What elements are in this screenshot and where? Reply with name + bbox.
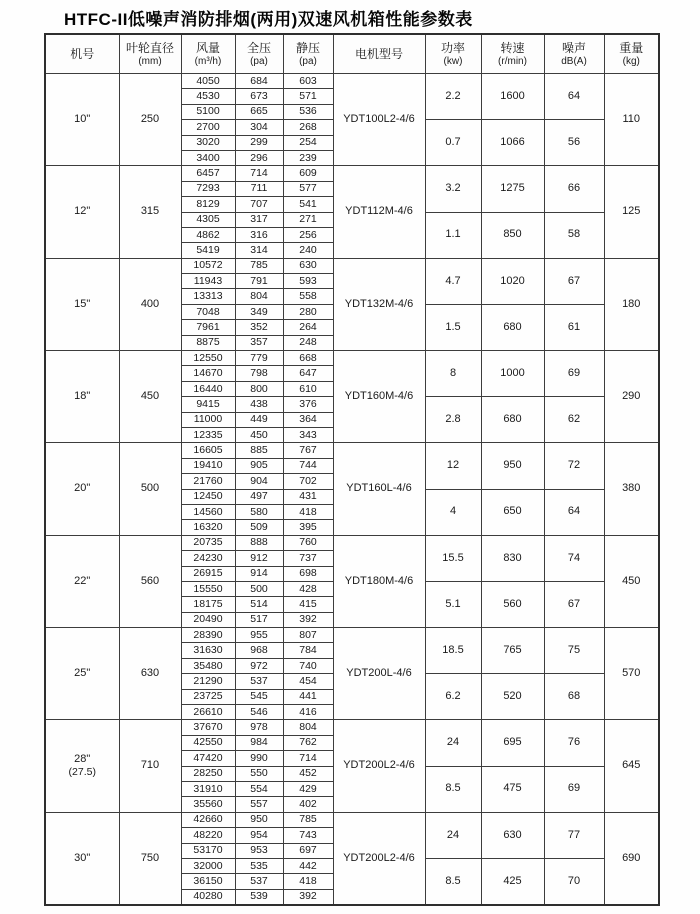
total-pressure-cell: 912 [235,551,283,566]
noise-cell: 67 [544,581,604,627]
air-volume-cell: 12450 [181,489,235,504]
air-volume-cell: 37670 [181,720,235,735]
total-pressure-cell: 800 [235,381,283,396]
static-pressure-cell: 392 [283,889,333,905]
total-pressure-cell: 317 [235,212,283,227]
air-volume-cell: 4862 [181,227,235,242]
air-volume-cell: 21290 [181,674,235,689]
speed-cell: 630 [481,812,544,858]
air-volume-cell: 24230 [181,551,235,566]
table-row [45,720,659,735]
weight-cell: 125 [604,166,659,258]
motor-model-cell: YDT160M-4/6 [333,351,425,443]
static-pressure-cell: 593 [283,274,333,289]
noise-cell: 68 [544,674,604,720]
total-pressure-cell: 535 [235,858,283,873]
air-volume-cell: 2700 [181,120,235,135]
total-pressure-cell: 316 [235,227,283,242]
total-pressure-cell: 514 [235,597,283,612]
total-pressure-cell: 304 [235,120,283,135]
air-volume-cell: 36150 [181,874,235,889]
static-pressure-cell: 558 [283,289,333,304]
total-pressure-cell: 955 [235,628,283,643]
power-cell: 1.5 [425,304,481,350]
power-cell: 2.2 [425,74,481,120]
air-volume-cell: 12335 [181,427,235,442]
total-pressure-cell: 968 [235,643,283,658]
noise-cell: 67 [544,258,604,304]
air-volume-cell: 18175 [181,597,235,612]
air-volume-cell: 26610 [181,705,235,720]
speed-cell: 1066 [481,120,544,166]
static-pressure-cell: 429 [283,781,333,796]
total-pressure-cell: 665 [235,104,283,119]
total-pressure-cell: 580 [235,504,283,519]
noise-cell: 69 [544,766,604,812]
noise-cell: 72 [544,443,604,489]
header-static-pressure [283,34,333,74]
total-pressure-cell: 497 [235,489,283,504]
total-pressure-cell: 904 [235,474,283,489]
fan-size-note: (27.5) [68,765,96,778]
total-pressure-cell: 791 [235,274,283,289]
header-power [425,34,481,74]
header-label: 功率 [440,40,465,55]
power-cell: 0.7 [425,120,481,166]
air-volume-cell: 4050 [181,74,235,89]
air-volume-cell: 16605 [181,443,235,458]
air-volume-cell: 35560 [181,797,235,812]
header-label: 电机型号 [354,46,403,61]
speed-cell: 765 [481,628,544,674]
noise-cell: 66 [544,166,604,212]
total-pressure-cell: 990 [235,751,283,766]
air-volume-cell: 11943 [181,274,235,289]
header-unit: (kg) [622,55,640,67]
total-pressure-cell: 950 [235,812,283,827]
air-volume-cell: 28390 [181,628,235,643]
header-impeller-diameter [119,34,181,74]
weight-cell: 380 [604,443,659,535]
air-volume-cell: 47420 [181,751,235,766]
impeller-diameter-cell: 630 [119,628,181,720]
header-noise [544,34,604,74]
static-pressure-cell: 248 [283,335,333,350]
power-cell: 24 [425,812,481,858]
speed-cell: 1020 [481,258,544,304]
total-pressure-cell: 314 [235,243,283,258]
motor-model-cell: YDT200L-4/6 [333,628,425,720]
static-pressure-cell: 441 [283,689,333,704]
static-pressure-cell: 784 [283,643,333,658]
static-pressure-cell: 767 [283,443,333,458]
header-label: 叶轮直径 [125,40,174,55]
air-volume-cell: 32000 [181,858,235,873]
table-row [45,74,659,89]
static-pressure-cell: 702 [283,474,333,489]
air-volume-cell: 28250 [181,766,235,781]
static-pressure-cell: 714 [283,751,333,766]
speed-cell: 1600 [481,74,544,120]
impeller-diameter-cell: 710 [119,720,181,812]
weight-cell: 690 [604,812,659,905]
air-volume-cell: 7048 [181,304,235,319]
air-volume-cell: 5100 [181,104,235,119]
power-cell: 18.5 [425,628,481,674]
noise-cell: 62 [544,397,604,443]
power-cell: 3.2 [425,166,481,212]
impeller-diameter-cell: 250 [119,74,181,166]
air-volume-cell: 13313 [181,289,235,304]
total-pressure-cell: 707 [235,197,283,212]
total-pressure-cell: 785 [235,258,283,273]
power-cell: 2.8 [425,397,481,443]
air-volume-cell: 23725 [181,689,235,704]
air-volume-cell: 19410 [181,458,235,473]
static-pressure-cell: 239 [283,150,333,165]
static-pressure-cell: 737 [283,551,333,566]
static-pressure-cell: 536 [283,104,333,119]
fan-size-cell: 28" (27.5) [45,720,119,812]
air-volume-cell: 42550 [181,735,235,750]
fan-performance-table [44,33,660,906]
total-pressure-cell: 905 [235,458,283,473]
noise-cell: 58 [544,212,604,258]
air-volume-cell: 3400 [181,150,235,165]
noise-cell: 56 [544,120,604,166]
air-volume-cell: 21760 [181,474,235,489]
total-pressure-cell: 546 [235,705,283,720]
static-pressure-cell: 630 [283,258,333,273]
static-pressure-cell: 603 [283,74,333,89]
total-pressure-cell: 984 [235,735,283,750]
header-label: 转速 [500,40,525,55]
speed-cell: 475 [481,766,544,812]
power-cell: 4.7 [425,258,481,304]
noise-cell: 64 [544,74,604,120]
header-label: 机号 [70,46,95,61]
fan-size-cell: 12" [45,166,119,258]
total-pressure-cell: 711 [235,181,283,196]
motor-model-cell: YDT160L-4/6 [333,443,425,535]
air-volume-cell: 31910 [181,781,235,796]
static-pressure-cell: 271 [283,212,333,227]
total-pressure-cell: 500 [235,581,283,596]
header-label: 重量 [619,40,644,55]
air-volume-cell: 26915 [181,566,235,581]
speed-cell: 950 [481,443,544,489]
static-pressure-cell: 268 [283,120,333,135]
table-header [45,34,659,74]
static-pressure-cell: 647 [283,366,333,381]
static-pressure-cell: 402 [283,797,333,812]
impeller-diameter-cell: 750 [119,812,181,905]
noise-cell: 61 [544,304,604,350]
table-row [45,535,659,550]
header-label: 全压 [246,40,271,55]
air-volume-cell: 4530 [181,89,235,104]
air-volume-cell: 6457 [181,166,235,181]
air-volume-cell: 10572 [181,258,235,273]
air-volume-cell: 35480 [181,658,235,673]
static-pressure-cell: 541 [283,197,333,212]
motor-model-cell: YDT200L2-4/6 [333,720,425,812]
total-pressure-cell: 804 [235,289,283,304]
total-pressure-cell: 888 [235,535,283,550]
header-label: 风量 [195,40,220,55]
static-pressure-cell: 254 [283,135,333,150]
total-pressure-cell: 954 [235,828,283,843]
static-pressure-cell: 442 [283,858,333,873]
power-cell: 4 [425,489,481,535]
air-volume-cell: 20490 [181,612,235,627]
static-pressure-cell: 740 [283,658,333,673]
impeller-diameter-cell: 450 [119,351,181,443]
total-pressure-cell: 779 [235,351,283,366]
table-row [45,166,659,181]
static-pressure-cell: 577 [283,181,333,196]
header-unit: (mm) [138,55,162,67]
total-pressure-cell: 537 [235,674,283,689]
static-pressure-cell: 571 [283,89,333,104]
static-pressure-cell: 668 [283,351,333,366]
air-volume-cell: 42660 [181,812,235,827]
air-volume-cell: 14670 [181,366,235,381]
power-cell: 1.1 [425,212,481,258]
speed-cell: 520 [481,674,544,720]
header-unit: (m³/h) [194,55,222,67]
header-fan-size [45,34,119,74]
total-pressure-cell: 714 [235,166,283,181]
air-volume-cell: 40280 [181,889,235,905]
header-unit: (r/min) [498,55,527,67]
total-pressure-cell: 352 [235,320,283,335]
speed-cell: 680 [481,397,544,443]
speed-cell: 1000 [481,351,544,397]
power-cell: 5.1 [425,581,481,627]
speed-cell: 560 [481,581,544,627]
noise-cell: 75 [544,628,604,674]
air-volume-cell: 20735 [181,535,235,550]
fan-size-cell: 22" [45,535,119,627]
static-pressure-cell: 418 [283,874,333,889]
static-pressure-cell: 744 [283,458,333,473]
header-label: 噪声 [561,40,586,55]
air-volume-cell: 8129 [181,197,235,212]
fan-size-cell: 18" [45,351,119,443]
impeller-diameter-cell: 560 [119,535,181,627]
total-pressure-cell: 914 [235,566,283,581]
power-cell: 24 [425,720,481,766]
static-pressure-cell: 376 [283,397,333,412]
static-pressure-cell: 418 [283,504,333,519]
total-pressure-cell: 684 [235,74,283,89]
total-pressure-cell: 299 [235,135,283,150]
total-pressure-cell: 673 [235,89,283,104]
total-pressure-cell: 798 [235,366,283,381]
header-motor-model [333,34,425,74]
air-volume-cell: 5419 [181,243,235,258]
noise-cell: 64 [544,489,604,535]
weight-cell: 110 [604,74,659,166]
static-pressure-cell: 428 [283,581,333,596]
speed-cell: 695 [481,720,544,766]
total-pressure-cell: 349 [235,304,283,319]
header-unit: (kw) [443,55,463,67]
static-pressure-cell: 762 [283,735,333,750]
header-label: 静压 [295,40,320,55]
weight-cell: 180 [604,258,659,350]
speed-cell: 650 [481,489,544,535]
power-cell: 15.5 [425,535,481,581]
total-pressure-cell: 449 [235,412,283,427]
static-pressure-cell: 343 [283,427,333,442]
air-volume-cell: 14560 [181,504,235,519]
header-air-volume [181,34,235,74]
power-cell: 8 [425,351,481,397]
air-volume-cell: 12550 [181,351,235,366]
static-pressure-cell: 609 [283,166,333,181]
static-pressure-cell: 785 [283,812,333,827]
table-row [45,812,659,827]
fan-size-cell: 30" [45,812,119,905]
static-pressure-cell: 392 [283,612,333,627]
speed-cell: 425 [481,858,544,905]
speed-cell: 1275 [481,166,544,212]
static-pressure-cell: 280 [283,304,333,319]
air-volume-cell: 8875 [181,335,235,350]
weight-cell: 290 [604,351,659,443]
motor-model-cell: YDT112M-4/6 [333,166,425,258]
air-volume-cell: 3020 [181,135,235,150]
total-pressure-cell: 296 [235,150,283,165]
total-pressure-cell: 450 [235,427,283,442]
total-pressure-cell: 550 [235,766,283,781]
header-total-pressure [235,34,283,74]
header-speed [481,34,544,74]
total-pressure-cell: 357 [235,335,283,350]
static-pressure-cell: 364 [283,412,333,427]
impeller-diameter-cell: 400 [119,258,181,350]
power-cell: 6.2 [425,674,481,720]
noise-cell: 69 [544,351,604,397]
air-volume-cell: 31630 [181,643,235,658]
table-row [45,443,659,458]
air-volume-cell: 16320 [181,520,235,535]
air-volume-cell: 53170 [181,843,235,858]
fan-size-cell: 10" [45,74,119,166]
weight-cell: 450 [604,535,659,627]
speed-cell: 850 [481,212,544,258]
power-cell: 8.5 [425,766,481,812]
fan-size-cell: 15" [45,258,119,350]
power-cell: 8.5 [425,858,481,905]
static-pressure-cell: 610 [283,381,333,396]
static-pressure-cell: 431 [283,489,333,504]
static-pressure-cell: 240 [283,243,333,258]
header-unit: (pa) [250,55,268,67]
static-pressure-cell: 807 [283,628,333,643]
table-row [45,351,659,366]
static-pressure-cell: 415 [283,597,333,612]
table-body [45,74,659,906]
motor-model-cell: YDT132M-4/6 [333,258,425,350]
total-pressure-cell: 978 [235,720,283,735]
noise-cell: 76 [544,720,604,766]
fan-size-cell: 20" [45,443,119,535]
air-volume-cell: 4305 [181,212,235,227]
impeller-diameter-cell: 315 [119,166,181,258]
speed-cell: 680 [481,304,544,350]
static-pressure-cell: 264 [283,320,333,335]
page-title: HTFC-II低噪声消防排烟(两用)双速风机箱性能参数表 [64,10,473,29]
total-pressure-cell: 545 [235,689,283,704]
total-pressure-cell: 972 [235,658,283,673]
speed-cell: 830 [481,535,544,581]
static-pressure-cell: 395 [283,520,333,535]
header-unit: (pa) [299,55,317,67]
static-pressure-cell: 256 [283,227,333,242]
air-volume-cell: 7961 [181,320,235,335]
table-row [45,628,659,643]
impeller-diameter-cell: 500 [119,443,181,535]
total-pressure-cell: 517 [235,612,283,627]
air-volume-cell: 7293 [181,181,235,196]
total-pressure-cell: 557 [235,797,283,812]
noise-cell: 77 [544,812,604,858]
air-volume-cell: 11000 [181,412,235,427]
weight-cell: 645 [604,720,659,812]
air-volume-cell: 48220 [181,828,235,843]
header-weight [604,34,659,74]
total-pressure-cell: 539 [235,889,283,905]
noise-cell: 70 [544,858,604,905]
motor-model-cell: YDT180M-4/6 [333,535,425,627]
static-pressure-cell: 454 [283,674,333,689]
table-row [45,258,659,273]
header-row [45,34,659,74]
fan-size-cell: 25" [45,628,119,720]
static-pressure-cell: 804 [283,720,333,735]
static-pressure-cell: 743 [283,828,333,843]
air-volume-cell: 9415 [181,397,235,412]
weight-cell: 570 [604,628,659,720]
static-pressure-cell: 760 [283,535,333,550]
noise-cell: 74 [544,535,604,581]
static-pressure-cell: 697 [283,843,333,858]
total-pressure-cell: 953 [235,843,283,858]
total-pressure-cell: 554 [235,781,283,796]
motor-model-cell: YDT200L2-4/6 [333,812,425,905]
total-pressure-cell: 509 [235,520,283,535]
total-pressure-cell: 885 [235,443,283,458]
air-volume-cell: 15550 [181,581,235,596]
motor-model-cell: YDT100L2-4/6 [333,74,425,166]
static-pressure-cell: 698 [283,566,333,581]
total-pressure-cell: 537 [235,874,283,889]
total-pressure-cell: 438 [235,397,283,412]
static-pressure-cell: 416 [283,705,333,720]
air-volume-cell: 16440 [181,381,235,396]
power-cell: 12 [425,443,481,489]
header-unit: dB(A) [561,55,587,67]
static-pressure-cell: 452 [283,766,333,781]
